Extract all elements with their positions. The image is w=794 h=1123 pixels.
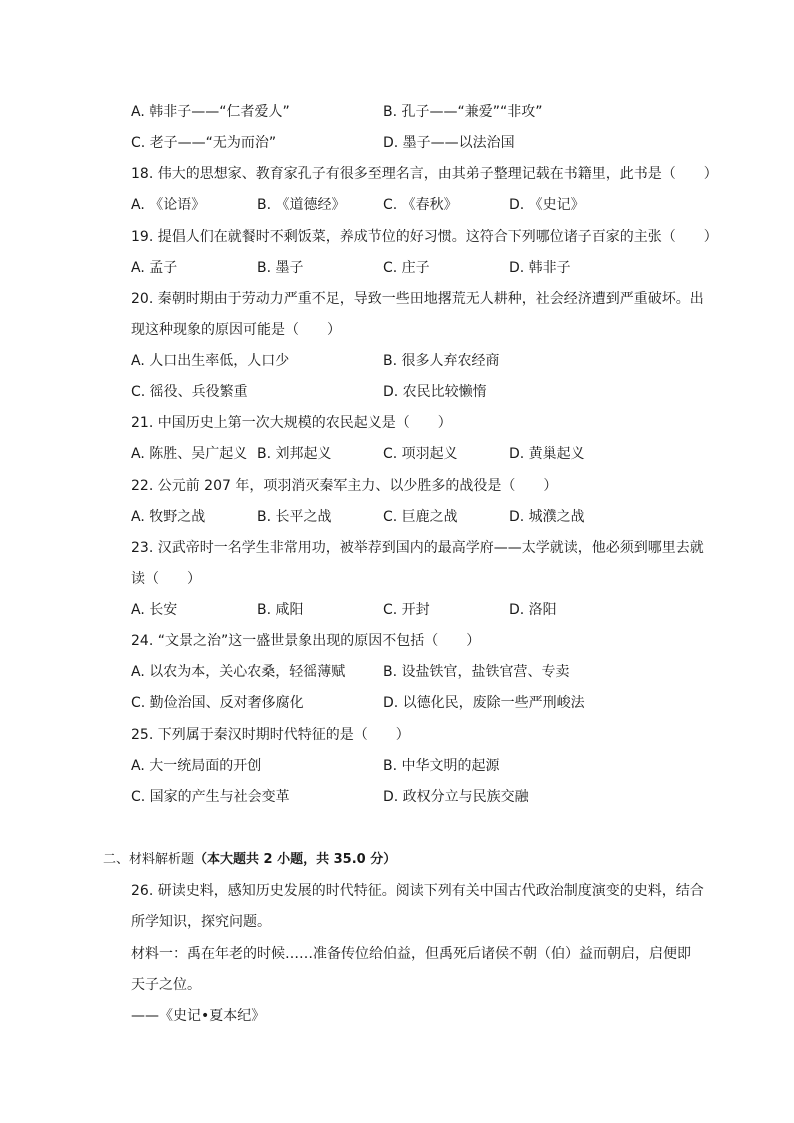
q24-option-d: D. 以德化民，废除一些严刑峻法 [383, 695, 585, 711]
q24-stem: 24. “文景之治”这一盛世景象出现的原因不包括（ ） [131, 633, 481, 649]
q25-option-a: A. 大一统局面的开创 [131, 758, 262, 774]
q20-stem-line1: 20. 秦朝时期由于劳动力严重不足，导致一些田地撂荒无人耕种，社会经济遭到严重破坏。出 [131, 291, 704, 307]
q19-stem: 19. 提倡人们在就餐时不剩饭菜，养成节位的好习惯。这符合下列哪位诸子百家的主张（ ） [131, 229, 718, 245]
q23-option-d: D. 洛阳 [509, 602, 557, 618]
q25-option-d: D. 政权分立与民族交融 [383, 789, 529, 805]
q25-option-c: C. 国家的产生与社会变革 [131, 789, 290, 805]
q20-option-c: C. 徭役、兵役繁重 [131, 384, 248, 400]
q19-option-b: B. 墨子 [257, 260, 304, 276]
q23-option-c: C. 开封 [383, 602, 430, 618]
q26-source: ——《史记•夏本纪》 [131, 1008, 266, 1024]
q19-option-a: A. 孟子 [131, 260, 178, 276]
q26-material1-line1: 材料一：禹在年老的时候……准备传位给伯益，但禹死后诸侯不朝（伯）益而朝启，启便即 [131, 946, 691, 962]
q21-option-a: A. 陈胜、吴广起义 [131, 446, 248, 462]
q26-material1-line2: 天子之位。 [131, 977, 201, 993]
q20-option-d: D. 农民比较懒惰 [383, 384, 487, 400]
q22-option-c: C. 巨鹿之战 [383, 509, 458, 525]
q17-option-d: D. 墨子——以法治国 [383, 135, 515, 151]
q21-stem: 21. 中国历史上第一次大规模的农民起义是（ ） [131, 415, 452, 431]
q17-option-c: C. 老子——“无为而治” [131, 135, 277, 151]
section-detail: （本大题共 2 小题，共 35.0 分） [194, 852, 397, 867]
q24-option-c: C. 勤俭治国、反对奢侈腐化 [131, 695, 304, 711]
q18-option-c: C. 《春秋》 [383, 197, 458, 213]
q18-option-d: D. 《史记》 [509, 197, 585, 213]
section-heading [103, 849, 396, 871]
q25-option-b: B. 中华文明的起源 [383, 758, 500, 774]
q20-stem-line2: 现这种现象的原因可能是（ ） [131, 322, 341, 338]
q23-stem-line1: 23. 汉武帝时一名学生非常用功，被举荐到国内的最高学府——太学就读，他必须到哪里去就 [131, 540, 704, 556]
q22-option-b: B. 长平之战 [257, 509, 332, 525]
q26-stem-line2: 所学知识，探究问题。 [131, 914, 271, 930]
q23-stem-line2: 读（ ） [131, 571, 201, 587]
q26-stem-line1: 26. 研读史料，感知历史发展的时代特征。阅读下列有关中国古代政治制度演变的史料，结合 [131, 883, 704, 899]
q19-option-c: C. 庄子 [383, 260, 430, 276]
q21-option-b: B. 刘邦起义 [257, 446, 332, 462]
q20-option-a: A. 人口出生率低，人口少 [131, 353, 290, 369]
q18-stem: 18. 伟大的思想家、教育家孔子有很多至理名言，由其弟子整理记载在书籍里，此书是（ ） [131, 166, 718, 182]
section-label: 二、材料解析题 [103, 852, 195, 867]
q20-option-b: B. 很多人弃农经商 [383, 353, 500, 369]
q22-stem: 22. 公元前 207 年，项羽消灭秦军主力、以少胜多的战役是（ ） [131, 478, 558, 494]
q24-option-b: B. 设盐铁官，盐铁官营、专卖 [383, 664, 570, 680]
q21-option-d: D. 黄巢起义 [509, 446, 585, 462]
q23-option-a: A. 长安 [131, 602, 178, 618]
q25-stem: 25. 下列属于秦汉时期时代特征的是（ ） [131, 727, 410, 743]
q18-option-a: A. 《论语》 [131, 197, 206, 213]
q18-option-b: B. 《道德经》 [257, 197, 346, 213]
q21-option-c: C. 项羽起义 [383, 446, 458, 462]
q22-option-d: D. 城濮之战 [509, 509, 585, 525]
q17-option-b: B. 孔子——“兼爱”“非攻” [383, 104, 543, 120]
q22-option-a: A. 牧野之战 [131, 509, 206, 525]
q24-option-a: A. 以农为本，关心农桑，轻徭薄赋 [131, 664, 346, 680]
q17-option-a: A. 韩非子——“仁者爱人” [131, 104, 290, 120]
q23-option-b: B. 咸阳 [257, 602, 304, 618]
q19-option-d: D. 韩非子 [509, 260, 571, 276]
